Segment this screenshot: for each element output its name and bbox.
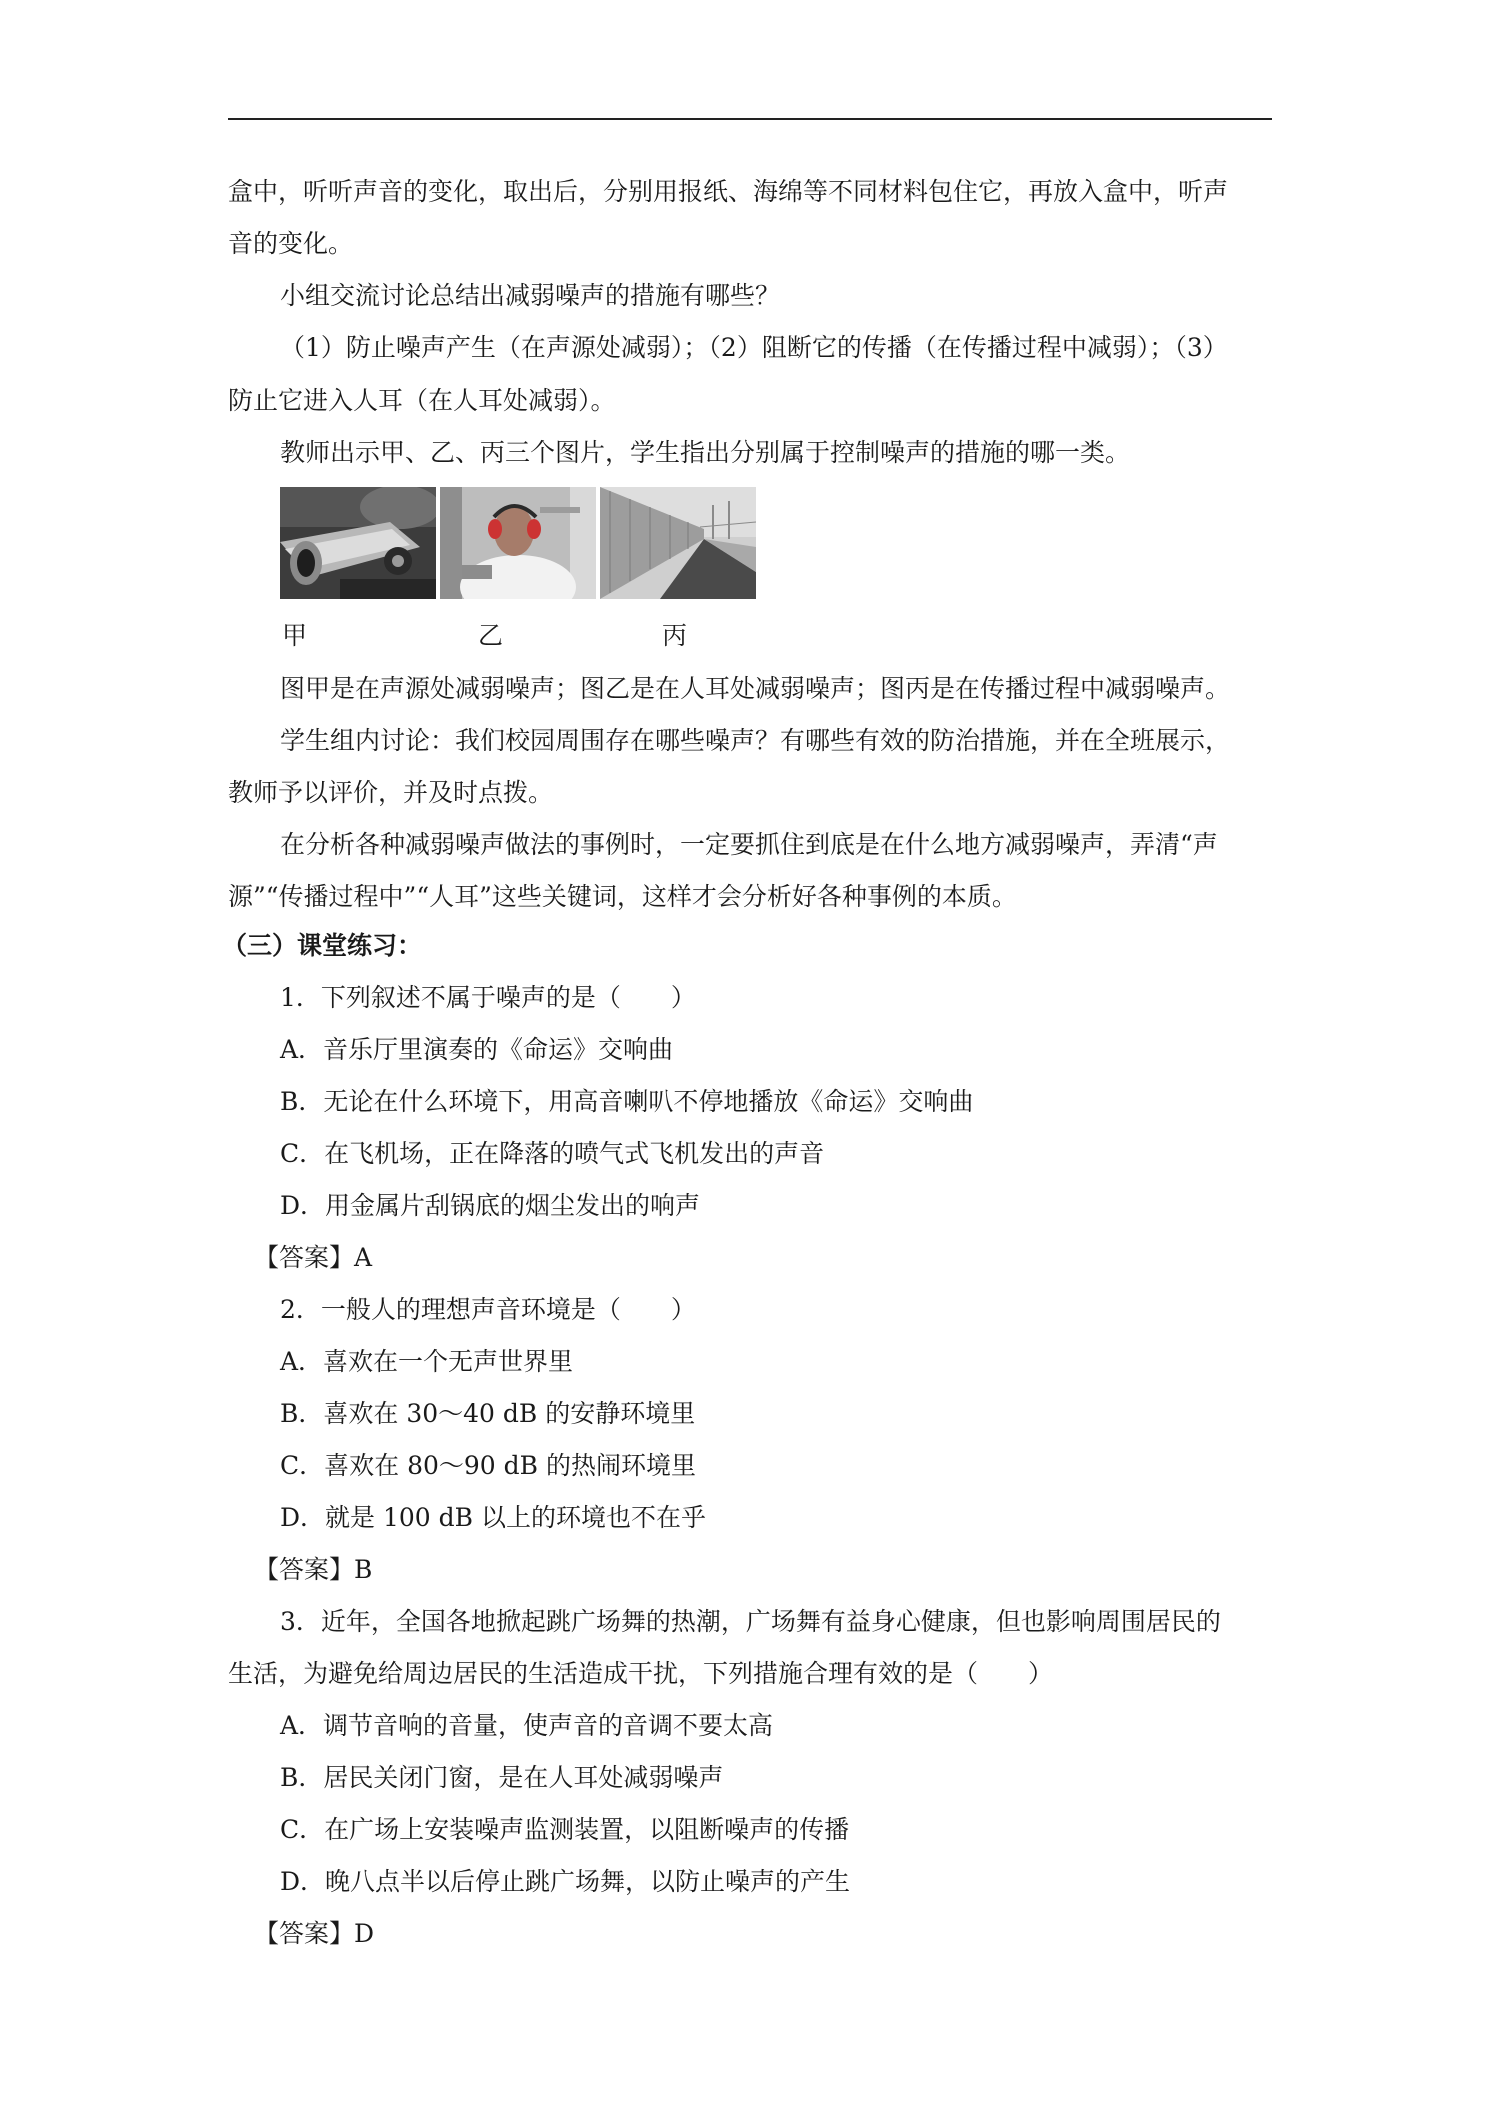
paragraph-line: 源”“传播过程中”“人耳”这些关键词，这样才会分析好各种事例的本质。 — [228, 882, 1017, 911]
question-option: C．在飞机场，正在降落的喷气式飞机发出的声音 — [280, 1139, 825, 1168]
paragraph-line: 教师出示甲、乙、丙三个图片，学生指出分别属于控制噪声的措施的哪一类。 — [280, 438, 1131, 467]
paragraph-line: 小组交流讨论总结出减弱噪声的措施有哪些？ — [280, 281, 781, 310]
paragraph-line: 图甲是在声源处减弱噪声；图乙是在人耳处减弱噪声；图丙是在传播过程中减弱噪声。 — [280, 674, 1231, 703]
question-option: A．喜欢在一个无声世界里 — [280, 1347, 574, 1376]
paragraph-line: 教师予以评价，并及时点拨。 — [228, 778, 554, 807]
figure-jia-muffler-photo — [280, 487, 436, 599]
question-option: A．音乐厅里演奏的《命运》交响曲 — [280, 1035, 674, 1064]
question-option: D．用金属片刮锅底的烟尘发出的响声 — [280, 1191, 701, 1220]
answer: 【答案】B — [254, 1555, 373, 1584]
section-heading: （三）课堂练习： — [222, 931, 423, 960]
figure-caption-yi: 乙 — [478, 621, 504, 650]
question-option: A．调节音响的音量，使声音的音调不要太高 — [280, 1711, 774, 1740]
paragraph-line: 防止它进入人耳（在人耳处减弱）。 — [228, 386, 616, 415]
answer: 【答案】A — [254, 1243, 373, 1272]
figure-caption-bing: 丙 — [662, 621, 688, 650]
paragraph-line: 音的变化。 — [228, 229, 354, 258]
question-stem: 生活，为避免给周边居民的生活造成干扰，下列措施合理有效的是（ ） — [228, 1659, 1054, 1688]
figure-bing-soundbarrier-photo — [600, 487, 756, 599]
figure-yi-earmuff-photo — [440, 487, 596, 599]
question-stem: 3．近年，全国各地掀起跳广场舞的热潮，广场舞有益身心健康，但也影响周围居民的 — [280, 1607, 1221, 1636]
question-option: B．喜欢在 30～40 dB 的安静环境里 — [280, 1399, 696, 1428]
header-rule — [228, 118, 1272, 120]
question-option: B．无论在什么环境下，用高音喇叭不停地播放《命运》交响曲 — [280, 1087, 974, 1116]
answer: 【答案】D — [254, 1919, 375, 1948]
figure-caption-jia: 甲 — [282, 621, 308, 650]
paragraph-line: 学生组内讨论：我们校园周围存在哪些噪声？有哪些有效的防治措施，并在全班展示， — [280, 726, 1231, 755]
paragraph-line: 盒中，听听声音的变化，取出后，分别用报纸、海绵等不同材料包住它，再放入盒中，听声 — [228, 177, 1229, 206]
question-stem: 2．一般人的理想声音环境是（ ） — [280, 1295, 696, 1324]
paragraph-line: （1）防止噪声产生（在声源处减弱）；（2）阻断它的传播（在传播过程中减弱）；（3） — [280, 333, 1228, 362]
question-stem: 1．下列叙述不属于噪声的是（ ） — [280, 983, 696, 1012]
question-option: D．晚八点半以后停止跳广场舞，以防止噪声的产生 — [280, 1867, 851, 1896]
question-option: B．居民关闭门窗，是在人耳处减弱噪声 — [280, 1763, 724, 1792]
question-option: C．喜欢在 80～90 dB 的热闹环境里 — [280, 1451, 696, 1480]
paragraph-line: 在分析各种减弱噪声做法的事例时，一定要抓住到底是在什么地方减弱噪声，弄清“声 — [280, 830, 1218, 859]
question-option: C．在广场上安装噪声监测装置，以阻断噪声的传播 — [280, 1815, 850, 1844]
question-option: D．就是 100 dB 以上的环境也不在乎 — [280, 1503, 706, 1532]
